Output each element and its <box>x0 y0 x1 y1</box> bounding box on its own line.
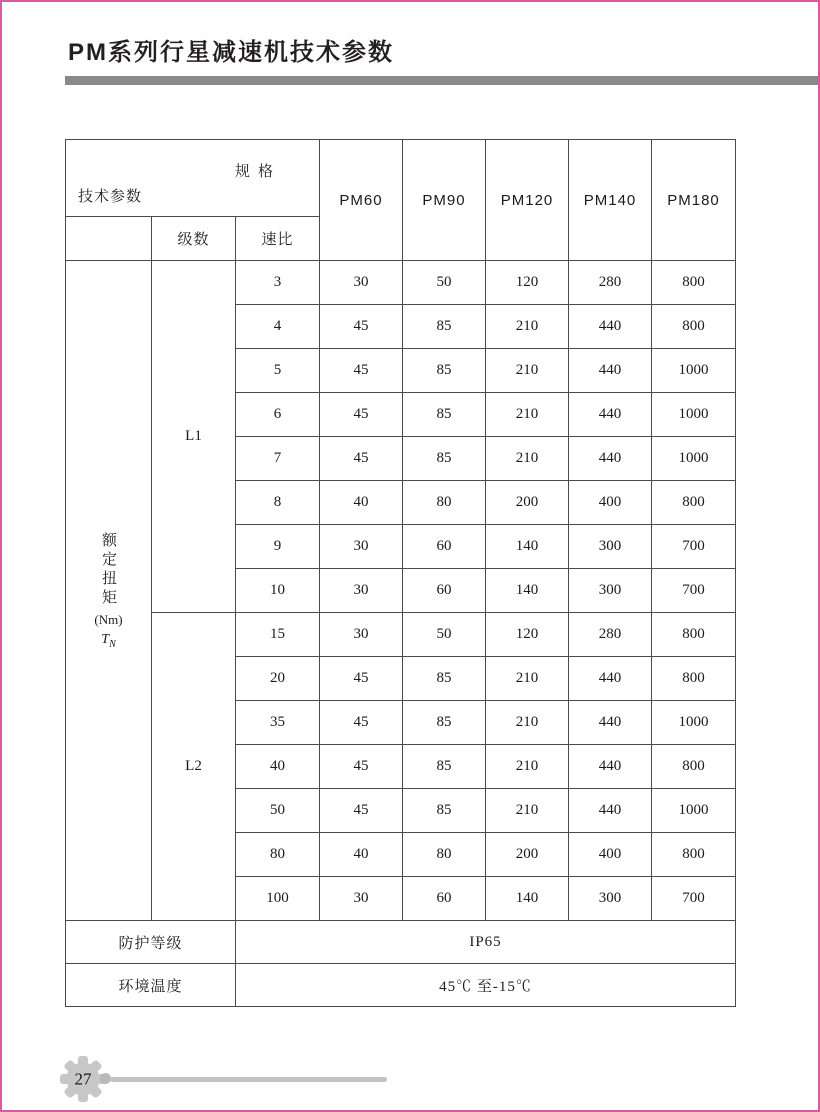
torque-value-cell: 800 <box>652 481 736 525</box>
torque-value-cell: 300 <box>569 877 652 921</box>
table-footer-row <box>66 921 736 964</box>
torque-value-cell: 30 <box>320 613 403 657</box>
ratio-cell: 80 <box>236 833 320 877</box>
footer-value-cell: IP65 <box>236 921 736 964</box>
stage-subheader: 级数 <box>152 217 236 261</box>
torque-value-cell: 45 <box>320 437 403 481</box>
torque-value-cell: 1000 <box>652 701 736 745</box>
torque-value-cell: 210 <box>486 305 569 349</box>
torque-value-cell: 210 <box>486 657 569 701</box>
torque-value-cell: 440 <box>569 789 652 833</box>
ratio-cell: 40 <box>236 745 320 789</box>
torque-value-cell: 85 <box>403 701 486 745</box>
torque-value-cell: 50 <box>403 613 486 657</box>
torque-value-cell: 440 <box>569 393 652 437</box>
ratio-cell: 4 <box>236 305 320 349</box>
torque-value-cell: 210 <box>486 437 569 481</box>
stage-cell: L2 <box>152 613 236 921</box>
torque-value-cell: 60 <box>403 877 486 921</box>
footer-label-cell: 环境温度 <box>66 964 236 1007</box>
torque-value-cell: 440 <box>569 305 652 349</box>
torque-value-cell: 45 <box>320 349 403 393</box>
ratio-cell: 7 <box>236 437 320 481</box>
torque-value-cell: 1000 <box>652 789 736 833</box>
page-title: PM系列行星减速机技术参数 <box>68 39 394 66</box>
torque-value-cell: 200 <box>486 833 569 877</box>
model-column-header: PM60 <box>320 140 403 261</box>
torque-value-cell: 210 <box>486 745 569 789</box>
ratio-cell: 8 <box>236 481 320 525</box>
torque-value-cell: 85 <box>403 349 486 393</box>
torque-value-cell: 85 <box>403 393 486 437</box>
torque-value-cell: 700 <box>652 569 736 613</box>
ratio-cell: 20 <box>236 657 320 701</box>
ratio-cell: 5 <box>236 349 320 393</box>
torque-value-cell: 50 <box>403 261 486 305</box>
torque-value-cell: 60 <box>403 569 486 613</box>
torque-value-cell: 400 <box>569 481 652 525</box>
torque-value-cell: 210 <box>486 349 569 393</box>
torque-value-cell: 40 <box>320 481 403 525</box>
page-number: 27 <box>74 1069 92 1089</box>
torque-value-cell: 85 <box>403 789 486 833</box>
torque-value-cell: 700 <box>652 877 736 921</box>
ratio-cell: 6 <box>236 393 320 437</box>
rated-torque-label <box>66 532 151 650</box>
torque-value-cell: 1000 <box>652 349 736 393</box>
stage-cell: L1 <box>152 261 236 613</box>
torque-value-cell: 30 <box>320 525 403 569</box>
torque-value-cell: 1000 <box>652 393 736 437</box>
ratio-cell: 100 <box>236 877 320 921</box>
empty-header-cell <box>66 217 152 261</box>
torque-value-cell: 140 <box>486 569 569 613</box>
torque-symbol <box>101 632 115 650</box>
torque-value-cell: 800 <box>652 657 736 701</box>
torque-value-cell: 700 <box>652 525 736 569</box>
model-column-header: PM120 <box>486 140 569 261</box>
torque-value-cell: 80 <box>403 833 486 877</box>
torque-value-cell: 210 <box>486 393 569 437</box>
torque-value-cell: 30 <box>320 569 403 613</box>
torque-value-cell: 440 <box>569 745 652 789</box>
torque-value-cell: 45 <box>320 701 403 745</box>
footer-label-cell: 防护等级 <box>66 921 236 964</box>
torque-value-cell: 300 <box>569 569 652 613</box>
torque-value-cell: 440 <box>569 657 652 701</box>
ratio-cell: 50 <box>236 789 320 833</box>
torque-value-cell: 45 <box>320 789 403 833</box>
torque-value-cell: 120 <box>486 261 569 305</box>
torque-value-cell: 800 <box>652 745 736 789</box>
torque-value-cell: 45 <box>320 393 403 437</box>
corner-label-spec: 规 格 <box>234 163 276 180</box>
footer-rule-line <box>110 1077 387 1082</box>
torque-symbol-letter: T <box>101 631 110 647</box>
torque-value-cell: 280 <box>569 261 652 305</box>
rated-torque-header-cell <box>66 261 152 921</box>
torque-value-cell: 85 <box>403 437 486 481</box>
rated-torque-unit: (Nm) <box>94 611 123 627</box>
torque-value-cell: 40 <box>320 833 403 877</box>
torque-value-cell: 85 <box>403 305 486 349</box>
torque-value-cell: 80 <box>403 481 486 525</box>
torque-value-cell: 30 <box>320 877 403 921</box>
footer-value-cell: 45℃ 至-15℃ <box>236 964 736 1007</box>
rated-torque-vertical-text: 额定扭矩 <box>100 531 117 608</box>
torque-value-cell: 210 <box>486 701 569 745</box>
torque-value-cell: 440 <box>569 701 652 745</box>
table-footer-row <box>66 964 736 1007</box>
diagonal-header-cell <box>66 140 320 217</box>
page-footer <box>2 1052 820 1108</box>
ratio-cell: 10 <box>236 569 320 613</box>
title-accent-bar <box>65 76 818 85</box>
torque-value-cell: 200 <box>486 481 569 525</box>
torque-value-cell: 1000 <box>652 437 736 481</box>
torque-value-cell: 440 <box>569 349 652 393</box>
torque-value-cell: 210 <box>486 789 569 833</box>
ratio-cell: 3 <box>236 261 320 305</box>
torque-value-cell: 120 <box>486 613 569 657</box>
ratio-cell: 15 <box>236 613 320 657</box>
torque-value-cell: 300 <box>569 525 652 569</box>
model-column-header: PM180 <box>652 140 736 261</box>
torque-value-cell: 85 <box>403 657 486 701</box>
table-row <box>66 261 736 305</box>
torque-value-cell: 400 <box>569 833 652 877</box>
torque-value-cell: 280 <box>569 613 652 657</box>
torque-value-cell: 140 <box>486 877 569 921</box>
torque-value-cell: 45 <box>320 745 403 789</box>
model-column-header: PM90 <box>403 140 486 261</box>
corner-label-params: 技术参数 <box>78 188 143 205</box>
ratio-cell: 35 <box>236 701 320 745</box>
torque-value-cell: 800 <box>652 305 736 349</box>
torque-value-cell: 440 <box>569 437 652 481</box>
table-row <box>66 613 736 657</box>
torque-value-cell: 800 <box>652 613 736 657</box>
torque-value-cell: 800 <box>652 261 736 305</box>
table-header-row <box>66 140 736 217</box>
torque-value-cell: 45 <box>320 305 403 349</box>
spec-table <box>65 139 736 1007</box>
torque-symbol-subscript: N <box>109 638 116 650</box>
torque-value-cell: 30 <box>320 261 403 305</box>
torque-value-cell: 60 <box>403 525 486 569</box>
torque-value-cell: 45 <box>320 657 403 701</box>
torque-value-cell: 140 <box>486 525 569 569</box>
ratio-cell: 9 <box>236 525 320 569</box>
torque-value-cell: 800 <box>652 833 736 877</box>
torque-value-cell: 85 <box>403 745 486 789</box>
ratio-subheader: 速比 <box>236 217 320 261</box>
model-column-header: PM140 <box>569 140 652 261</box>
